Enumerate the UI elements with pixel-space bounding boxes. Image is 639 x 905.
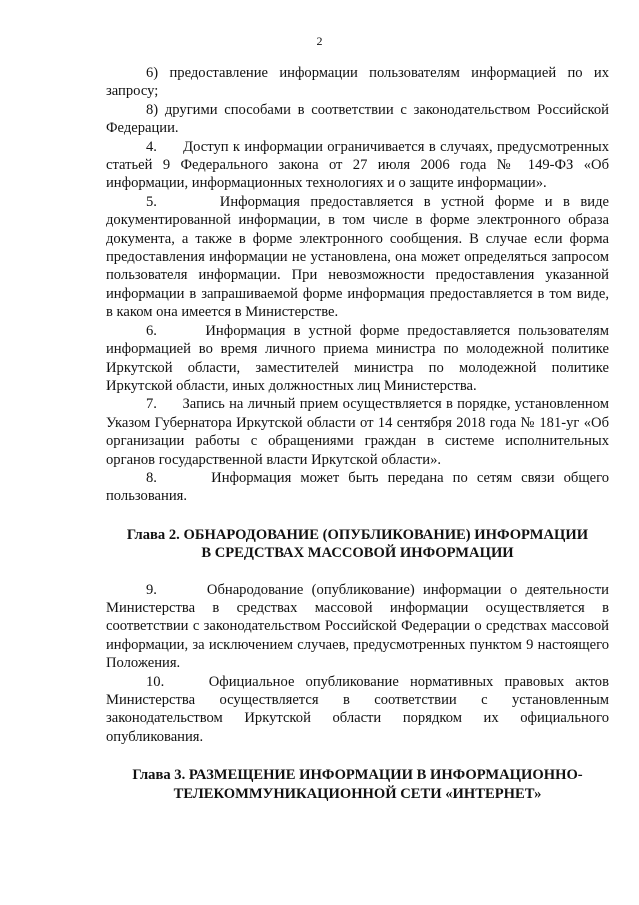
chapter-2-heading-line-1: Глава 2. ОБНАРОДОВАНИЕ (ОПУБЛИКОВАНИЕ) ИНФОРМАЦИИ (126, 526, 589, 543)
chapter-2-heading-line-2: В СРЕДСТВАХ МАССОВОЙ ИНФОРМАЦИИ (201, 545, 514, 562)
spacer (106, 506, 609, 526)
chapter-2-heading (106, 526, 609, 563)
paragraph-4: 4. Доступ к информации ограничивается в случаях, предусмотренных статьей 9 Федерального закона от 27 июля 2006 года № 149-ФЗ «Об информации, информационных технологиях и о защите информации». (106, 138, 609, 192)
paragraph-9: 9. Обнародование (опубликование) информации о деятельности Министерства в средствах массовой информации осуществляется в соответствии с законодательством Российской Федерации о средствах массовой информации, за исключением случаев, предусмотренных пунктом 9 настоящего Положения. (106, 581, 609, 672)
spacer (106, 563, 609, 581)
chapter-3-heading (106, 766, 609, 803)
paragraph-5: 5. Информация предоставляется в устной форме и в виде документированной информации, в том числе в форме электронного образа документа, а также в форме электронного сообщения. В случае если форма предоставления информации не установлена, она может определяться запросом пользователя информации. При невозможности предоставления указанной информации в запрашиваемой форме информация предоставляется в том виде, в каком она имеется в Министерстве. (106, 193, 609, 321)
paragraph-10: 10. Официальное опубликование нормативных правовых актов Министерства осуществляется в соответствии с установленным законодательством Иркутской области порядком их официального опубликования. (106, 673, 609, 745)
chapter-3-heading-line-1: Глава 3. РАЗМЕЩЕНИЕ ИНФОРМАЦИИ В ИНФОРМАЦИОННО- (132, 767, 583, 784)
chapter-3-heading-line-2: ТЕЛЕКОММУНИКАЦИОННОЙ СЕТИ «ИНТЕРНЕТ» (173, 785, 542, 802)
paragraph-7: 7. Запись на личный прием осуществляется в порядке, установленном Указом Губернатора Иркутской области от 14 сентября 2018 года № 181-уг «Об организации работы с обращениями граждан в системе исполнительных органов государственной власти Иркутской области». (106, 396, 609, 468)
document-body (106, 64, 609, 803)
paragraph-6: 6. Информация в устной форме предоставляется пользователям информацией во время личного приема министра по молодежной политике Иркутской области, заместителей министра по молодежной политике Иркутской области, иных должностных лиц Министерства. (106, 322, 609, 394)
page-number: 2 (316, 34, 323, 48)
paragraph-item-8: 8) другими способами в соответствии с законодательством Российской Федерации. (106, 101, 609, 137)
spacer (106, 746, 609, 766)
paragraph-item-6: 6) предоставление информации пользователям информацией по их запросу; (106, 65, 609, 100)
paragraph-8: 8. Информация может быть передана по сетям связи общего пользования. (106, 469, 609, 505)
